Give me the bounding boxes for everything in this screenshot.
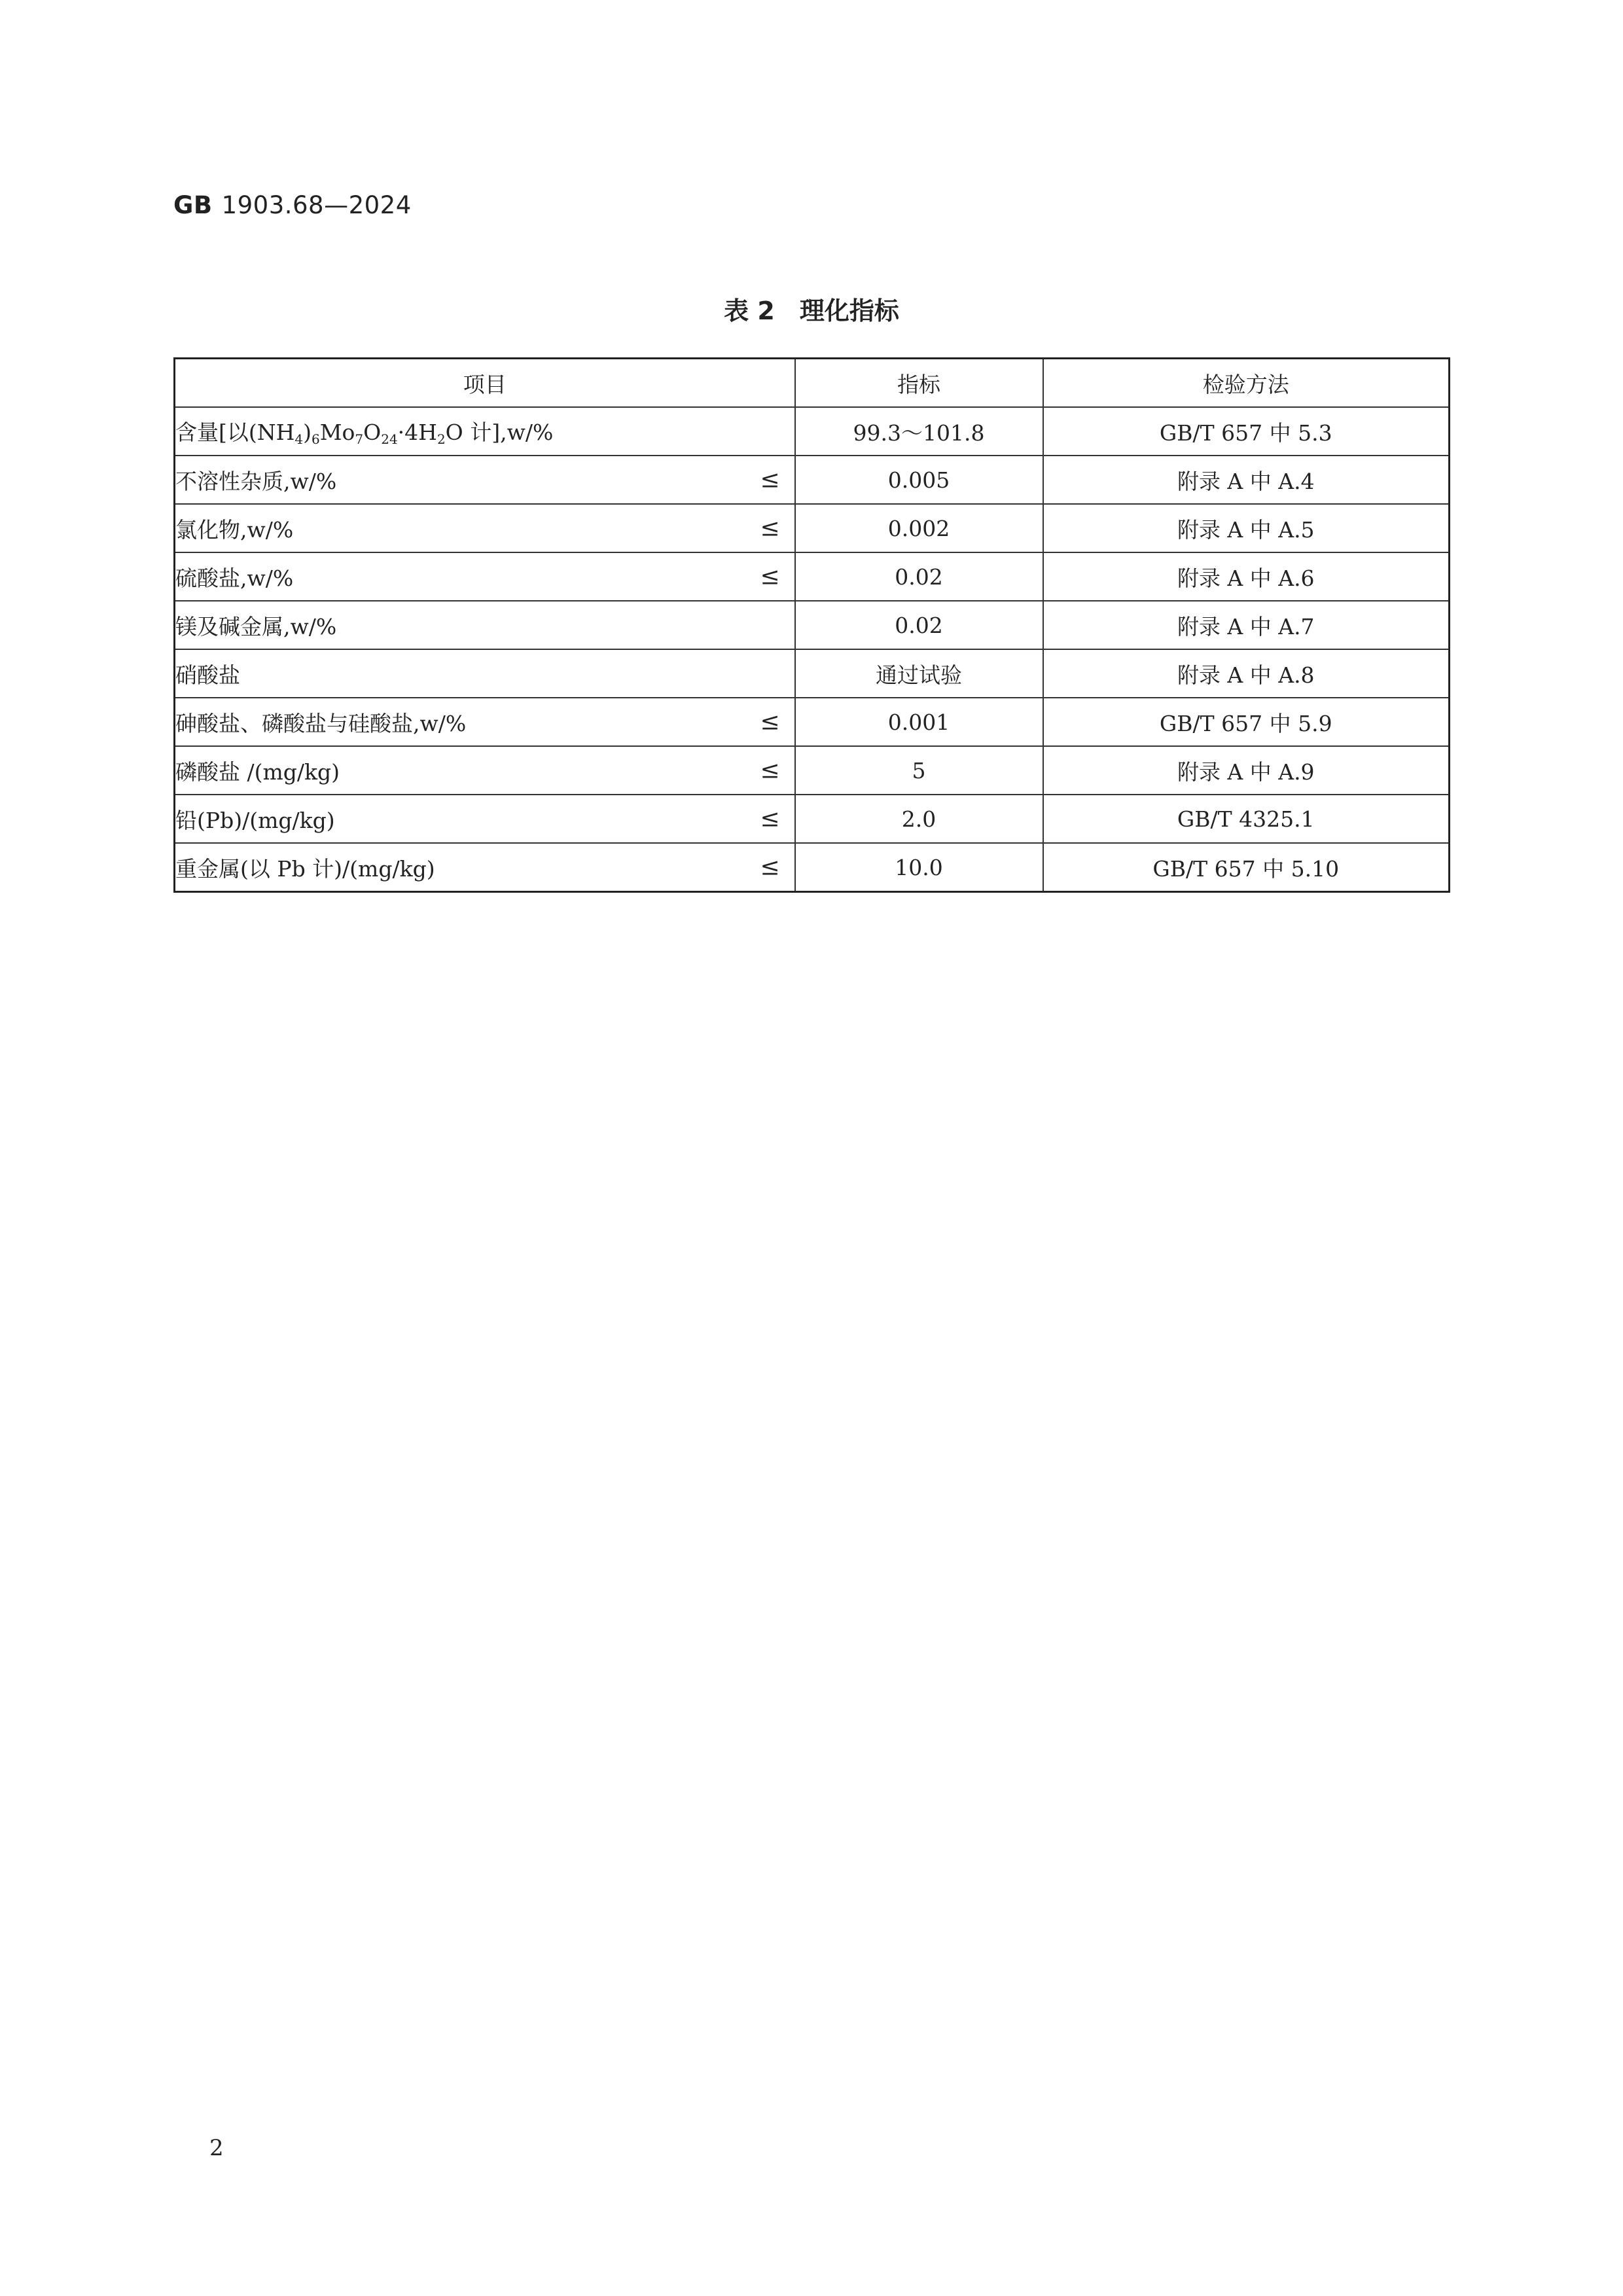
table-row: [175, 407, 1450, 456]
table-row: [175, 795, 1450, 843]
row-item: 重金属(以 Pb 计)/(mg/kg) ≤: [175, 843, 795, 892]
le-symbol: ≤: [760, 853, 780, 881]
le-symbol: ≤: [760, 514, 780, 542]
row-method: GB/T 657 中 5.3: [1043, 407, 1450, 456]
table-row: [175, 649, 1450, 698]
column-header-method: 检验方法: [1043, 359, 1450, 408]
table-row: [175, 552, 1450, 601]
row-item: 镁及碱金属,w/%: [175, 601, 795, 649]
table-row: [175, 698, 1450, 746]
row-item: 砷酸盐、磷酸盐与硅酸盐,w/% ≤: [175, 698, 795, 746]
row-method: 附录 A 中 A.4: [1043, 456, 1450, 504]
table-row: [175, 746, 1450, 795]
spec-table: [173, 357, 1450, 893]
row-value: 0.02: [795, 601, 1043, 649]
table-row: [175, 601, 1450, 649]
row-item: 不溶性杂质,w/% ≤: [175, 456, 795, 504]
row-value: 0.002: [795, 504, 1043, 552]
table-caption: [0, 291, 1623, 327]
row-value: 0.02: [795, 552, 1043, 601]
row-method: GB/T 4325.1: [1043, 795, 1450, 843]
standard-prefix: GB: [173, 191, 213, 219]
row-value: 2.0: [795, 795, 1043, 843]
row-method: GB/T 657 中 5.10: [1043, 843, 1450, 892]
column-header-value: 指标: [795, 359, 1043, 408]
row-value: 0.001: [795, 698, 1043, 746]
row-method: 附录 A 中 A.9: [1043, 746, 1450, 795]
row-value: 10.0: [795, 843, 1043, 892]
le-symbol: ≤: [760, 805, 780, 833]
row-item: 含量[以$(NH_4)_6Mo_7O_{24}\cdot 4H_2O$ 计],w/%: [175, 407, 795, 456]
row-item: 磷酸盐 /(mg/kg) ≤: [175, 746, 795, 795]
le-symbol: ≤: [760, 466, 780, 493]
row-item: 硝酸盐: [175, 649, 795, 698]
le-symbol: ≤: [760, 563, 780, 590]
column-header-item: 项目: [175, 359, 795, 408]
table-number: 表 2: [724, 296, 775, 325]
row-value: 5: [795, 746, 1043, 795]
row-item: 氯化物,w/% ≤: [175, 504, 795, 552]
row-value: 通过试验: [795, 649, 1043, 698]
document-header: [173, 191, 412, 219]
page-number: 2: [209, 2135, 224, 2161]
table-row: [175, 504, 1450, 552]
row-value: 99.3～101.8: [795, 407, 1043, 456]
table-title: 理化指标: [799, 296, 899, 325]
row-method: 附录 A 中 A.6: [1043, 552, 1450, 601]
row-method: 附录 A 中 A.8: [1043, 649, 1450, 698]
row-item: 硫酸盐,w/% ≤: [175, 552, 795, 601]
table-header-row: [175, 359, 1450, 408]
table-row: [175, 843, 1450, 892]
le-symbol: ≤: [760, 708, 780, 736]
table-row: [175, 456, 1450, 504]
row-value: 0.005: [795, 456, 1043, 504]
row-method: 附录 A 中 A.5: [1043, 504, 1450, 552]
row-item: 铅(Pb)/(mg/kg) ≤: [175, 795, 795, 843]
le-symbol: ≤: [760, 757, 780, 784]
standard-number: 1903.68—2024: [221, 191, 412, 219]
row-method: 附录 A 中 A.7: [1043, 601, 1450, 649]
row-method: GB/T 657 中 5.9: [1043, 698, 1450, 746]
